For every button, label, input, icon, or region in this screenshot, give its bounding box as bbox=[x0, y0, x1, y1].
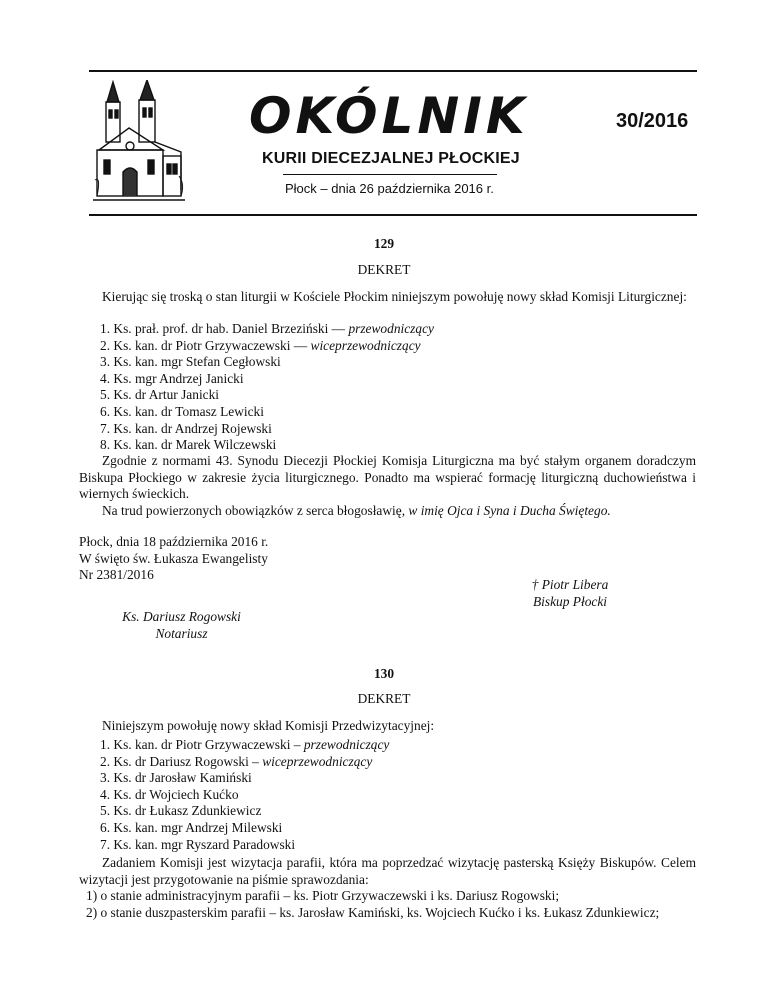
decree-number: 129 bbox=[373, 236, 395, 251]
notary-signature: Ks. Dariusz Rogowski Notariusz bbox=[122, 609, 241, 641]
point-list bbox=[86, 888, 696, 921]
list-item: 2. Ks. dr Dariusz Rogowski – wiceprzewodniczący bbox=[100, 753, 373, 769]
decree-place-date: Płock, dnia 18 października 2016 r. W święto św. Łukasza Ewangelisty Nr 2381/2016 bbox=[79, 534, 269, 583]
list-item: 7. Ks. kan. dr Andrzej Rojewski bbox=[100, 420, 272, 436]
list-item: 3. Ks. kan. mgr Stefan Cegłowski bbox=[100, 354, 281, 370]
list-item: 6. Ks. kan. mgr Andrzej Milewski bbox=[100, 819, 283, 835]
member-list bbox=[100, 737, 389, 853]
header-top-rule bbox=[89, 70, 697, 72]
decree-blessing: Na trud powierzonych obowiązków z serca błogosławię, w imię Ojca i Syna i Ducha Świętego. bbox=[102, 503, 611, 518]
header-bottom-rule bbox=[89, 214, 697, 216]
decree-body: Zgodnie z normami 43. Synodu Diecezji Płockiej Komisja Liturgiczna ma być stałym organem doradczym Biskupa Płockiego w zakresie życia liturgicznego. Ponadto ma wspierać formację liturgiczną duchowieństwa i wiernych świeckich. bbox=[79, 453, 696, 502]
list-item: 7. Ks. kan. mgr Ryszard Paradowski bbox=[100, 836, 296, 852]
subtitle-rule bbox=[283, 174, 497, 175]
list-item: 5. Ks. dr Artur Janicki bbox=[100, 387, 220, 403]
decree-body: Zadaniem Komisji jest wizytacja parafii, która ma poprzedzać wizytację pasterską Księży Biskupów. Celem wizytacji jest przygotowanie na piśmie sprawozdania: bbox=[79, 855, 696, 887]
list-item: 1. Ks. kan. dr Piotr Grzywaczewski – przewodniczący bbox=[100, 737, 390, 752]
list-item: 4. Ks. dr Wojciech Kućko bbox=[100, 786, 239, 802]
list-item: 1. Ks. prał. prof. dr hab. Daniel Brzeziński — przewodniczący bbox=[100, 321, 434, 336]
publication-title: OKÓLNIK bbox=[249, 87, 529, 145]
list-item: 3. Ks. dr Jarosław Kamiński bbox=[100, 770, 252, 786]
church-illustration bbox=[93, 80, 185, 202]
list-item: 5. Ks. dr Łukasz Zdunkiewicz bbox=[100, 803, 262, 819]
issue-dateline: Płock – dnia 26 października 2016 r. bbox=[285, 181, 494, 196]
decree-heading: DEKRET bbox=[357, 691, 411, 706]
decree-number: 130 bbox=[373, 666, 395, 681]
list-item: 2. Ks. kan. dr Piotr Grzywaczewski — wiceprzewodniczący bbox=[100, 337, 421, 353]
list-item: 2) o stanie duszpasterskim parafii – ks. Jarosław Kamiński, ks. Wojciech Kućko i ks. Łukasz Zdunkiewicz; bbox=[86, 904, 660, 920]
decree-intro: Niniejszym powołuję nowy skład Komisji Przedwizytacyjnej: bbox=[102, 718, 435, 733]
issue-number: 30/2016 bbox=[616, 110, 689, 132]
list-item: 6. Ks. kan. dr Tomasz Lewicki bbox=[100, 403, 264, 419]
list-item: 1) o stanie administracyjnym parafii – ks. Piotr Grzywaczewski i ks. Dariusz Rogowski; bbox=[86, 888, 560, 903]
decree-heading: DEKRET bbox=[357, 262, 411, 277]
decree-intro: Kierując się troską o stan liturgii w Kościele Płockim niniejszym powołuję nowy skład Komisji Liturgicznej: bbox=[102, 289, 687, 304]
member-list bbox=[100, 321, 434, 454]
list-item: 4. Ks. mgr Andrzej Janicki bbox=[100, 370, 244, 386]
list-item: 8. Ks. kan. dr Marek Wilczewski bbox=[100, 437, 277, 453]
publication-subtitle: KURII DIECEZJALNEJ PŁOCKIEJ bbox=[262, 150, 520, 167]
bishop-signature: † Piotr Libera Biskup Płocki bbox=[531, 577, 609, 609]
